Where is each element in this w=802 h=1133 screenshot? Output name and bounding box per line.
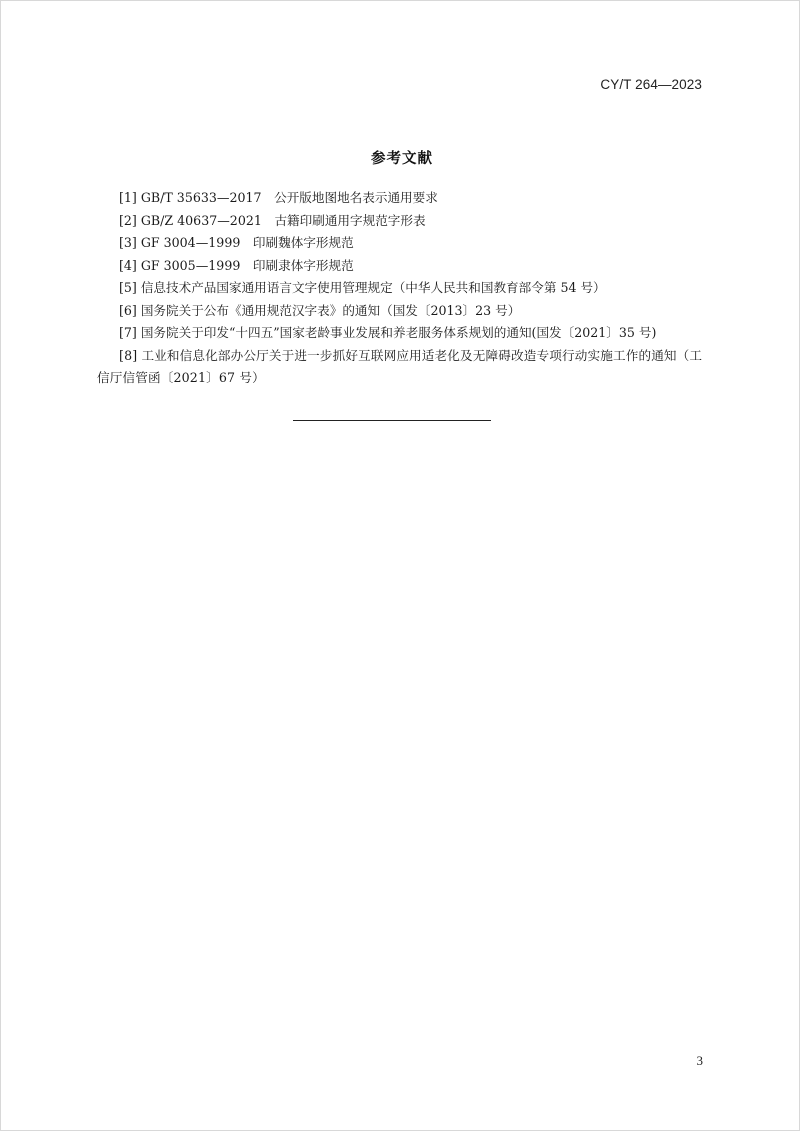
reference-item-6: [6] 国务院关于公布《通用规范汉字表》的通知（国发〔2013〕23 号） <box>119 302 521 318</box>
page-number: 3 <box>696 1053 703 1068</box>
reference-item-5: [5] 信息技术产品国家通用语言文字使用管理规定（中华人民共和国教育部令第 54 号） <box>119 280 606 295</box>
section-title: 参考文献 <box>371 151 433 167</box>
reference-list <box>97 187 709 390</box>
standard-code: CY/T 264—2023 <box>600 77 702 92</box>
reference-item-2: [2] GB/Z 40637—2021 古籍印刷通用字规范字形表 <box>119 212 426 228</box>
end-divider <box>293 420 491 421</box>
reference-item-8: [8] 工业和信息化部办公厅关于进一步抓好互联网应用适老化及无障碍改造专项行动实施工作的通知（工信厅信管函〔2021〕67 号） <box>97 347 703 385</box>
reference-item-1: [1] GB/T 35633—2017 公开版地图地名表示通用要求 <box>119 190 438 205</box>
reference-item-7: [7] 国务院关于印发“十四五”国家老龄事业发展和养老服务体系规划的通知(国发〔2021〕35 号) <box>119 325 657 340</box>
reference-item-3: [3] GF 3004—1999 印刷魏体字形规范 <box>119 235 354 250</box>
reference-item-4: [4] GF 3005—1999 印刷隶体字形规范 <box>119 257 354 273</box>
